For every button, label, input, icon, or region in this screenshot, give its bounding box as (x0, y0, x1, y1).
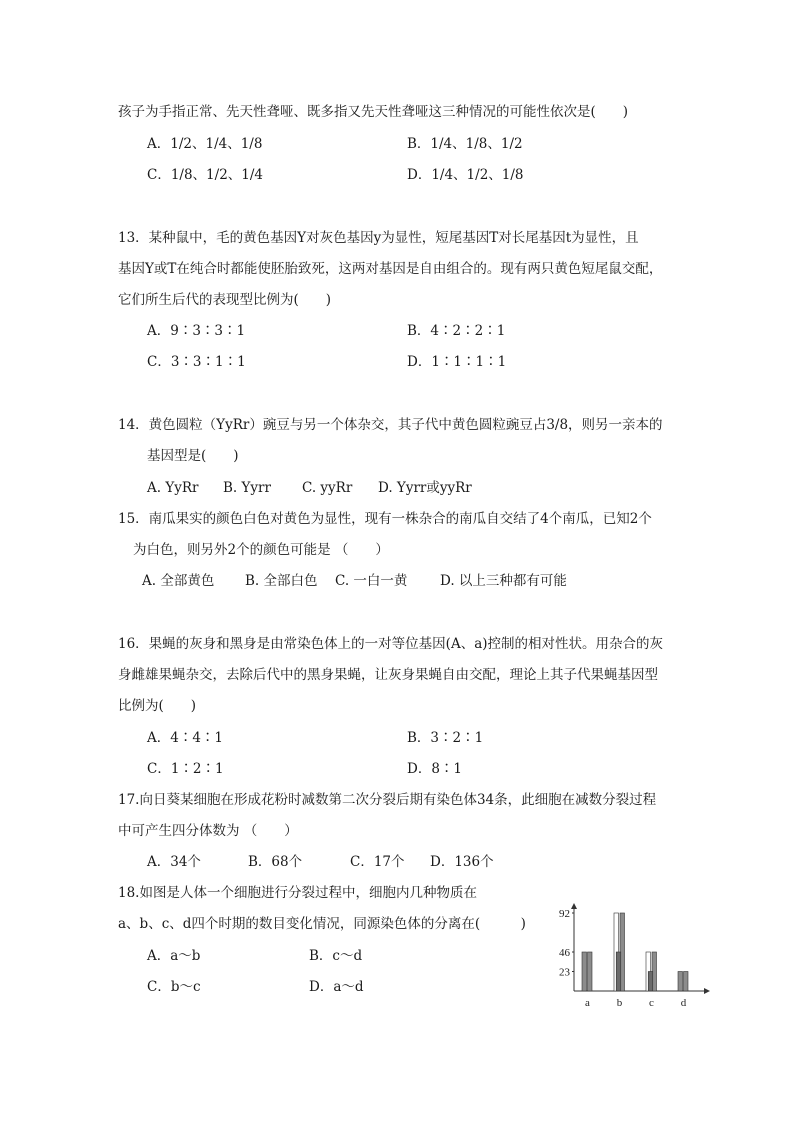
q17-option-b[interactable]: B．68个 (248, 854, 303, 870)
q16-line-1: 16．果蝇的灰身和黑身是由常染色体上的一对等位基因(A、a)控制的相对性状。用杂合的灰 (118, 636, 664, 652)
q17-option-d[interactable]: D．136个 (430, 854, 494, 870)
q16-option-b[interactable]: B．3∶2∶1 (407, 730, 484, 746)
q12-option-c[interactable]: C．1/8、1/2、1/4 (147, 167, 264, 183)
q15-option-b[interactable]: B. 全部白色 (245, 573, 318, 589)
x-tick-label-c: c (649, 997, 654, 1009)
q12-option-d[interactable]: D．1/4、1/2、1/8 (407, 167, 524, 183)
q16-line-3: 比例为( ) (118, 698, 197, 714)
q12-stem: 孩子为手指正常、先天性聋哑、既多指又先天性聋哑这三种情况的可能性依次是( ) (118, 104, 629, 120)
q14-option-d[interactable]: D. Yyrr或yyRr (378, 480, 472, 496)
q17-option-c[interactable]: C．17个 (350, 854, 405, 870)
cell-division-bar-chart (552, 903, 712, 1013)
q17-line-2: 中可产生四分体数为 （ ） (118, 823, 298, 839)
q17-line-1: 17.向日葵某细胞在形成花粉时减数第二次分裂后期有染色体34条，此细胞在减数分裂过程 (118, 792, 657, 808)
q16-option-a[interactable]: A．4∶4∶1 (147, 730, 224, 746)
q16-option-c[interactable]: C．1∶2∶1 (147, 761, 224, 777)
q16-line-2: 身雌雄果蝇杂交，去除后代中的黑身果蝇，让灰身果蝇自由交配，理论上其子代果蝇基因型 (118, 667, 658, 683)
q14-line-2: 基因型是( ) (147, 448, 239, 464)
x-axis-arrow-icon (704, 988, 710, 994)
q18-option-a[interactable]: A．a～b (147, 948, 201, 964)
x-tick-label-d: d (680, 997, 687, 1009)
q14-line-1: 14．黄色圆粒（YyRr）豌豆与另一个体杂交，其子代中黄色圆粒豌豆占3/8，则另一亲本的 (118, 417, 663, 433)
x-tick-label-a: a (585, 997, 590, 1009)
q16-option-d[interactable]: D．8∶1 (407, 761, 463, 777)
q13-option-d[interactable]: D．1∶1∶1∶1 (407, 354, 507, 370)
y-tick-label: 92 (559, 908, 570, 920)
bar-a-1 (582, 952, 587, 991)
q15-line-1: 15．南瓜果实的颜色白色对黄色为显性，现有一株杂合的南瓜自交结了4个南瓜，已知2个 (118, 511, 652, 527)
q13-option-b[interactable]: B．4∶2∶2∶1 (407, 323, 506, 339)
q18-line-2: a、b、c、d四个时期的数目变化情况，同源染色体的分离在( ) (118, 916, 526, 932)
q15-option-c[interactable]: C. 一白一黄 (335, 573, 408, 589)
q15-line-2: 为白色，则另外2个的颜色可能是 （ ） (133, 542, 389, 558)
y-tick-label: 46 (559, 947, 570, 959)
bar-b-3 (616, 952, 621, 991)
q14-option-b[interactable]: B. Yyrr (223, 480, 271, 496)
q13-option-c[interactable]: C．3∶3∶1∶1 (147, 354, 246, 370)
q15-option-d[interactable]: D. 以上三种都有可能 (440, 573, 567, 589)
q15-option-a[interactable]: A. 全部黄色 (142, 573, 215, 589)
q17-option-a[interactable]: A．34个 (147, 854, 201, 870)
q13-line-2: 基因Y或T在纯合时都能使胚胎致死，这两对基因是自由组合的。现有两只黄色短尾鼠交配， (118, 261, 663, 277)
bar-a-2 (588, 952, 593, 991)
y-axis-arrow-icon (571, 903, 577, 909)
q14-option-a[interactable]: A. YyRr (147, 480, 199, 496)
q12-option-b[interactable]: B．1/4、1/8、1/2 (407, 136, 523, 152)
q18-option-c[interactable]: C．b～c (147, 979, 201, 995)
q18-line-1: 18.如图是人体一个细胞进行分裂过程中，细胞内几种物质在 (118, 885, 477, 901)
q13-line-1: 13．某种鼠中，毛的黄色基因Y对灰色基因y为显性，短尾基因T对长尾基因t为显性，且 (118, 230, 639, 246)
q14-option-c[interactable]: C. yyRr (302, 480, 353, 496)
x-tick-label-b: b (616, 997, 623, 1009)
q18-option-b[interactable]: B．c～d (309, 948, 363, 964)
bar-d-1 (678, 972, 683, 992)
y-tick-label: 23 (559, 966, 570, 979)
q13-option-a[interactable]: A．9∶3∶3∶1 (147, 323, 246, 339)
q12-option-a[interactable]: A．1/2、1/4、1/8 (147, 136, 263, 152)
q13-line-3: 它们所生后代的表现型比例为( ) (118, 292, 332, 308)
q18-option-d[interactable]: D．a～d (309, 979, 364, 995)
bar-d-2 (684, 972, 689, 992)
bar-c-3 (648, 972, 653, 992)
